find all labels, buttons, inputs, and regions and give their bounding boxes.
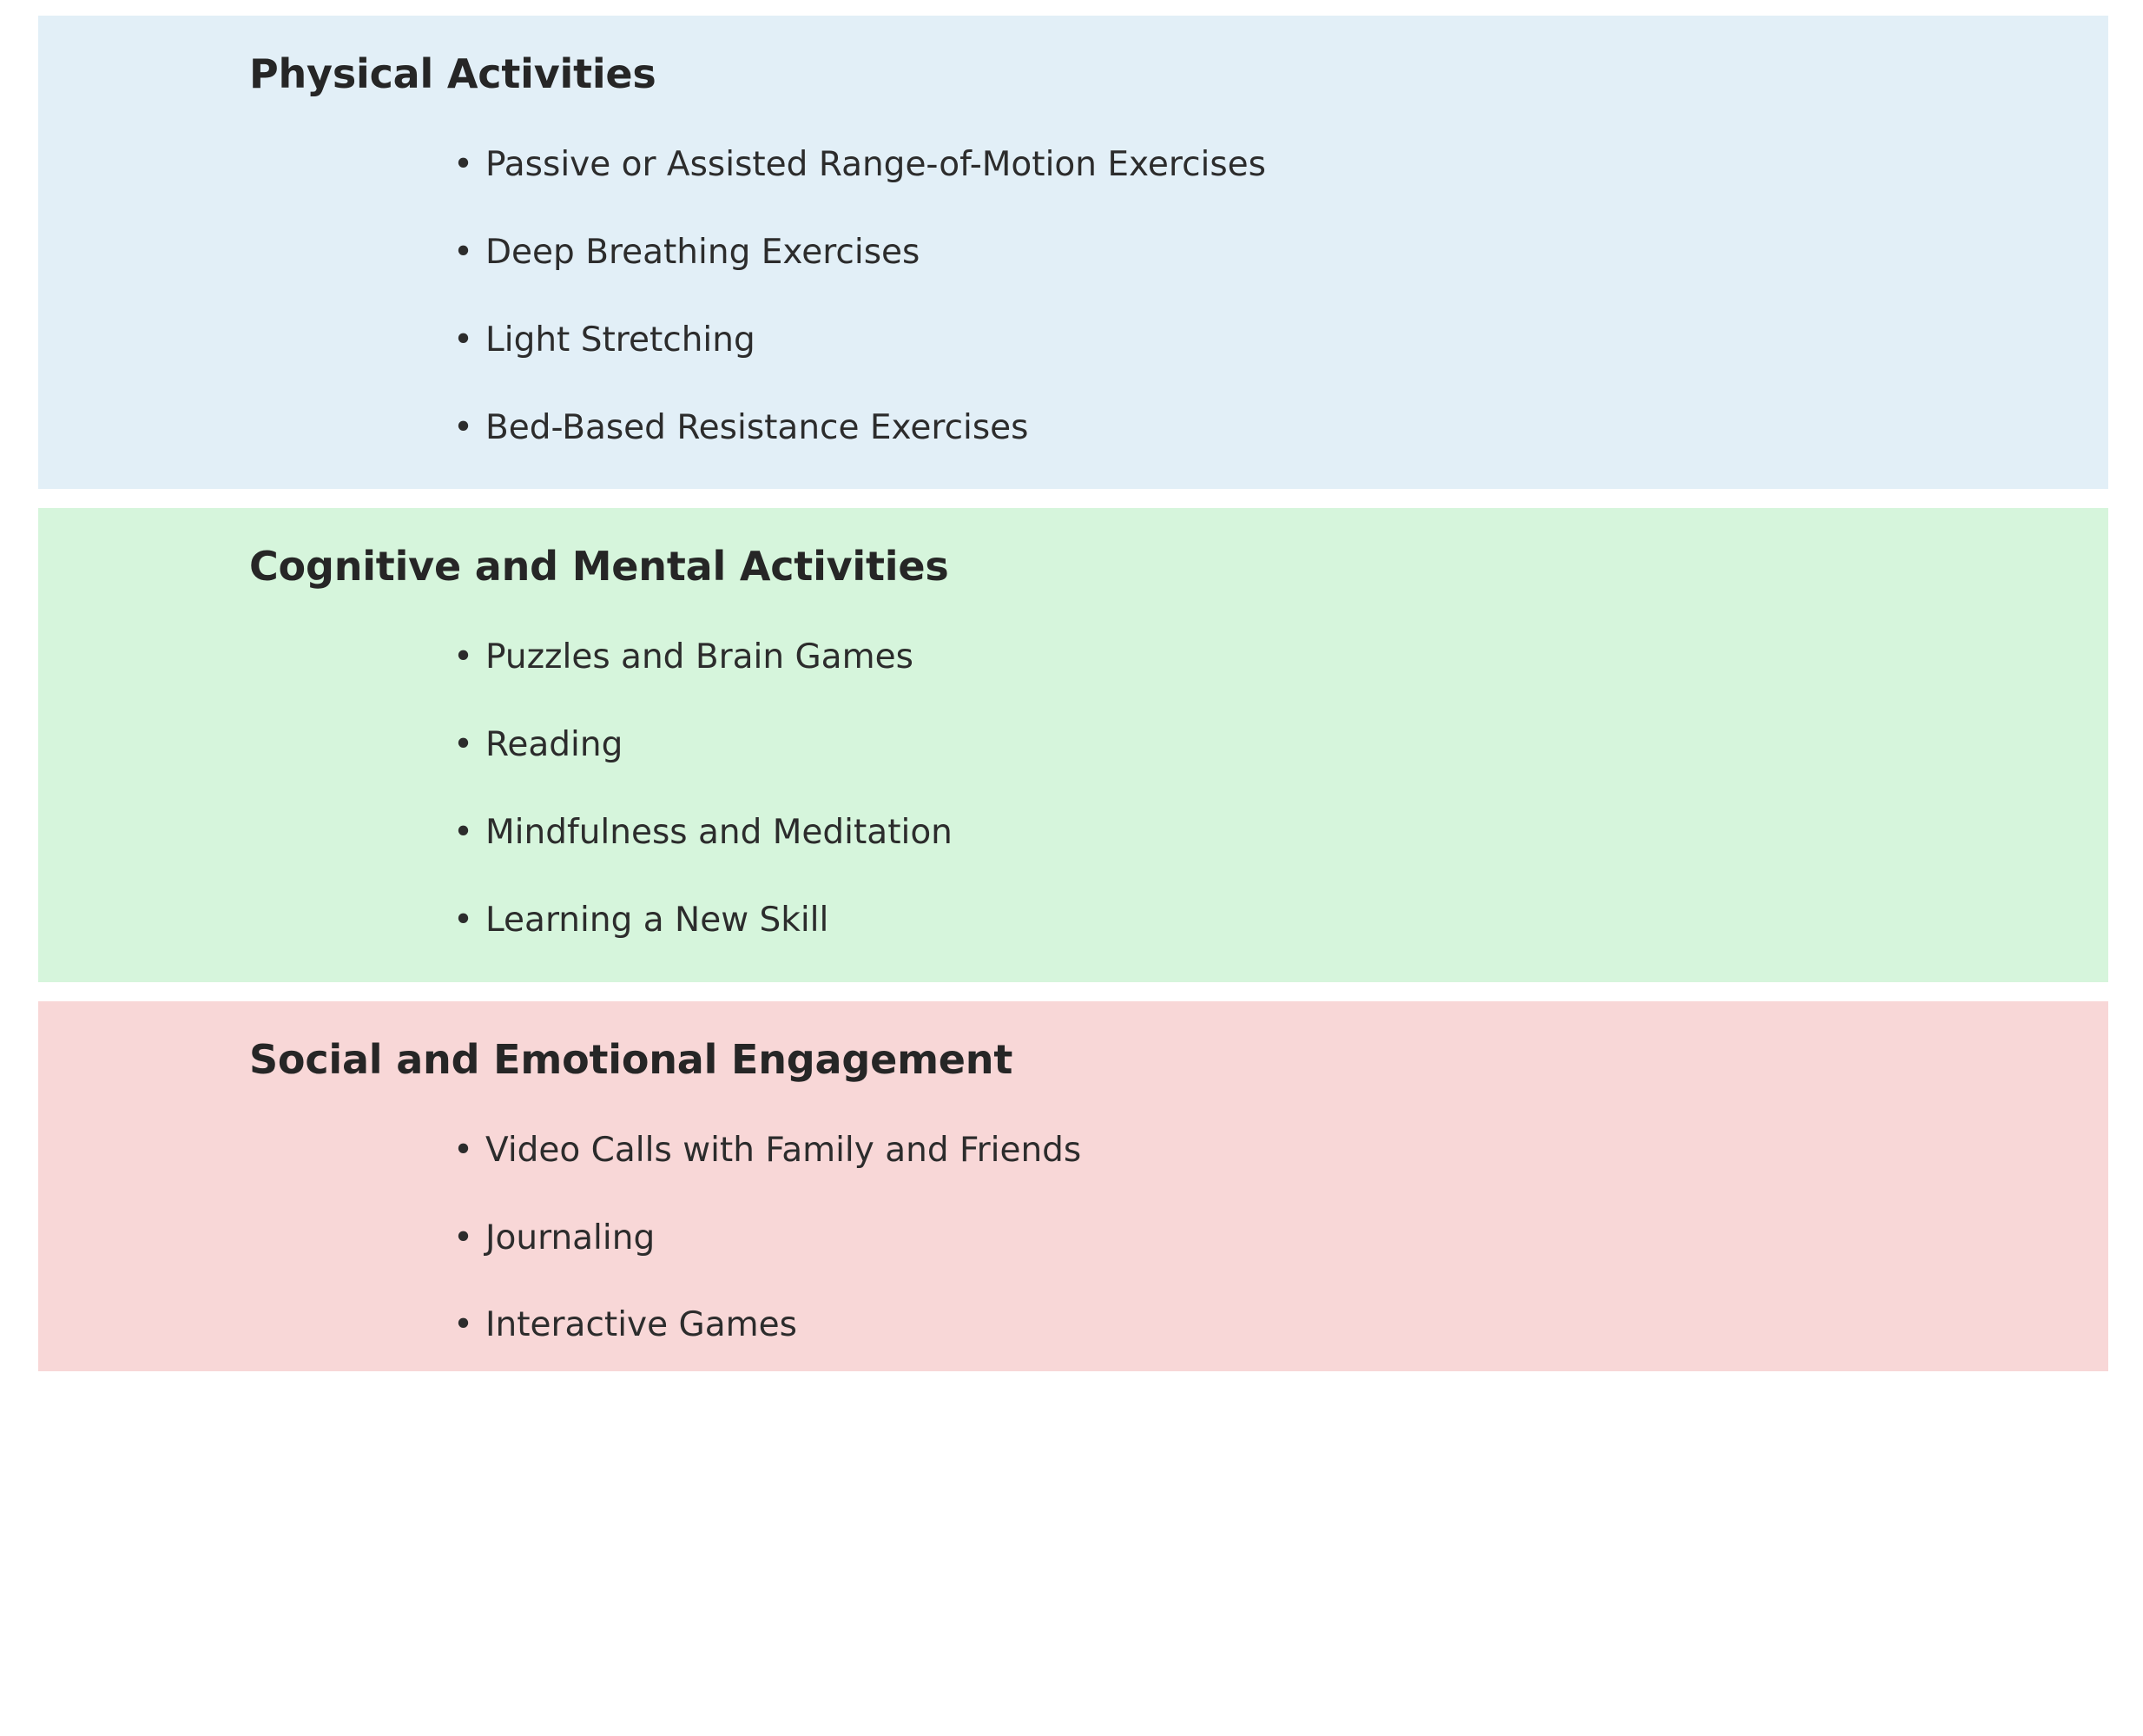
list-item xyxy=(38,409,2108,448)
list-item xyxy=(38,1219,2108,1258)
bullet-icon: • xyxy=(453,407,474,447)
list-item xyxy=(38,234,2108,273)
activity-list xyxy=(38,146,2108,489)
bullet-icon: • xyxy=(453,1130,474,1170)
list-item-label: Puzzles and Brain Games xyxy=(485,637,913,677)
list-item xyxy=(38,321,2108,360)
list-item-label: Bed-Based Resistance Exercises xyxy=(485,407,1029,447)
list-item xyxy=(38,638,2108,677)
list-item-label: Deep Breathing Exercises xyxy=(485,232,920,272)
list-item-label: Interactive Games xyxy=(485,1305,797,1345)
bullet-icon: • xyxy=(453,320,474,360)
section-title: Social and Emotional Engagement xyxy=(249,1035,1013,1083)
bullet-icon: • xyxy=(453,1305,474,1345)
activity-list xyxy=(38,638,2108,981)
list-item-label: Learning a New Skill xyxy=(485,900,829,940)
list-item xyxy=(38,814,2108,853)
section-physical-activities xyxy=(38,16,2108,489)
list-item-label: Video Calls with Family and Friends xyxy=(485,1130,1082,1170)
bullet-icon: • xyxy=(453,1218,474,1257)
list-item xyxy=(38,726,2108,765)
section-cognitive-and-mental-activities xyxy=(38,508,2108,981)
list-item-label: Journaling xyxy=(485,1218,656,1257)
bullet-icon: • xyxy=(453,813,474,853)
section-social-and-emotional-engagement xyxy=(38,1001,2108,1372)
list-item-label: Mindfulness and Meditation xyxy=(485,813,953,853)
section-title: Cognitive and Mental Activities xyxy=(249,543,949,591)
list-item-label: Light Stretching xyxy=(485,320,755,360)
section-title: Physical Activities xyxy=(249,50,656,97)
bullet-icon: • xyxy=(453,900,474,940)
list-item xyxy=(38,901,2108,941)
list-item-label: Passive or Assisted Range-of-Motion Exercises xyxy=(485,145,1266,184)
activity-list xyxy=(38,1132,2108,1372)
list-item xyxy=(38,1132,2108,1171)
list-item-label: Reading xyxy=(485,725,623,765)
bullet-icon: • xyxy=(453,637,474,677)
list-item xyxy=(38,1306,2108,1345)
bullet-icon: • xyxy=(453,725,474,765)
bullet-icon: • xyxy=(453,232,474,272)
bullet-icon: • xyxy=(453,145,474,184)
list-item xyxy=(38,146,2108,185)
